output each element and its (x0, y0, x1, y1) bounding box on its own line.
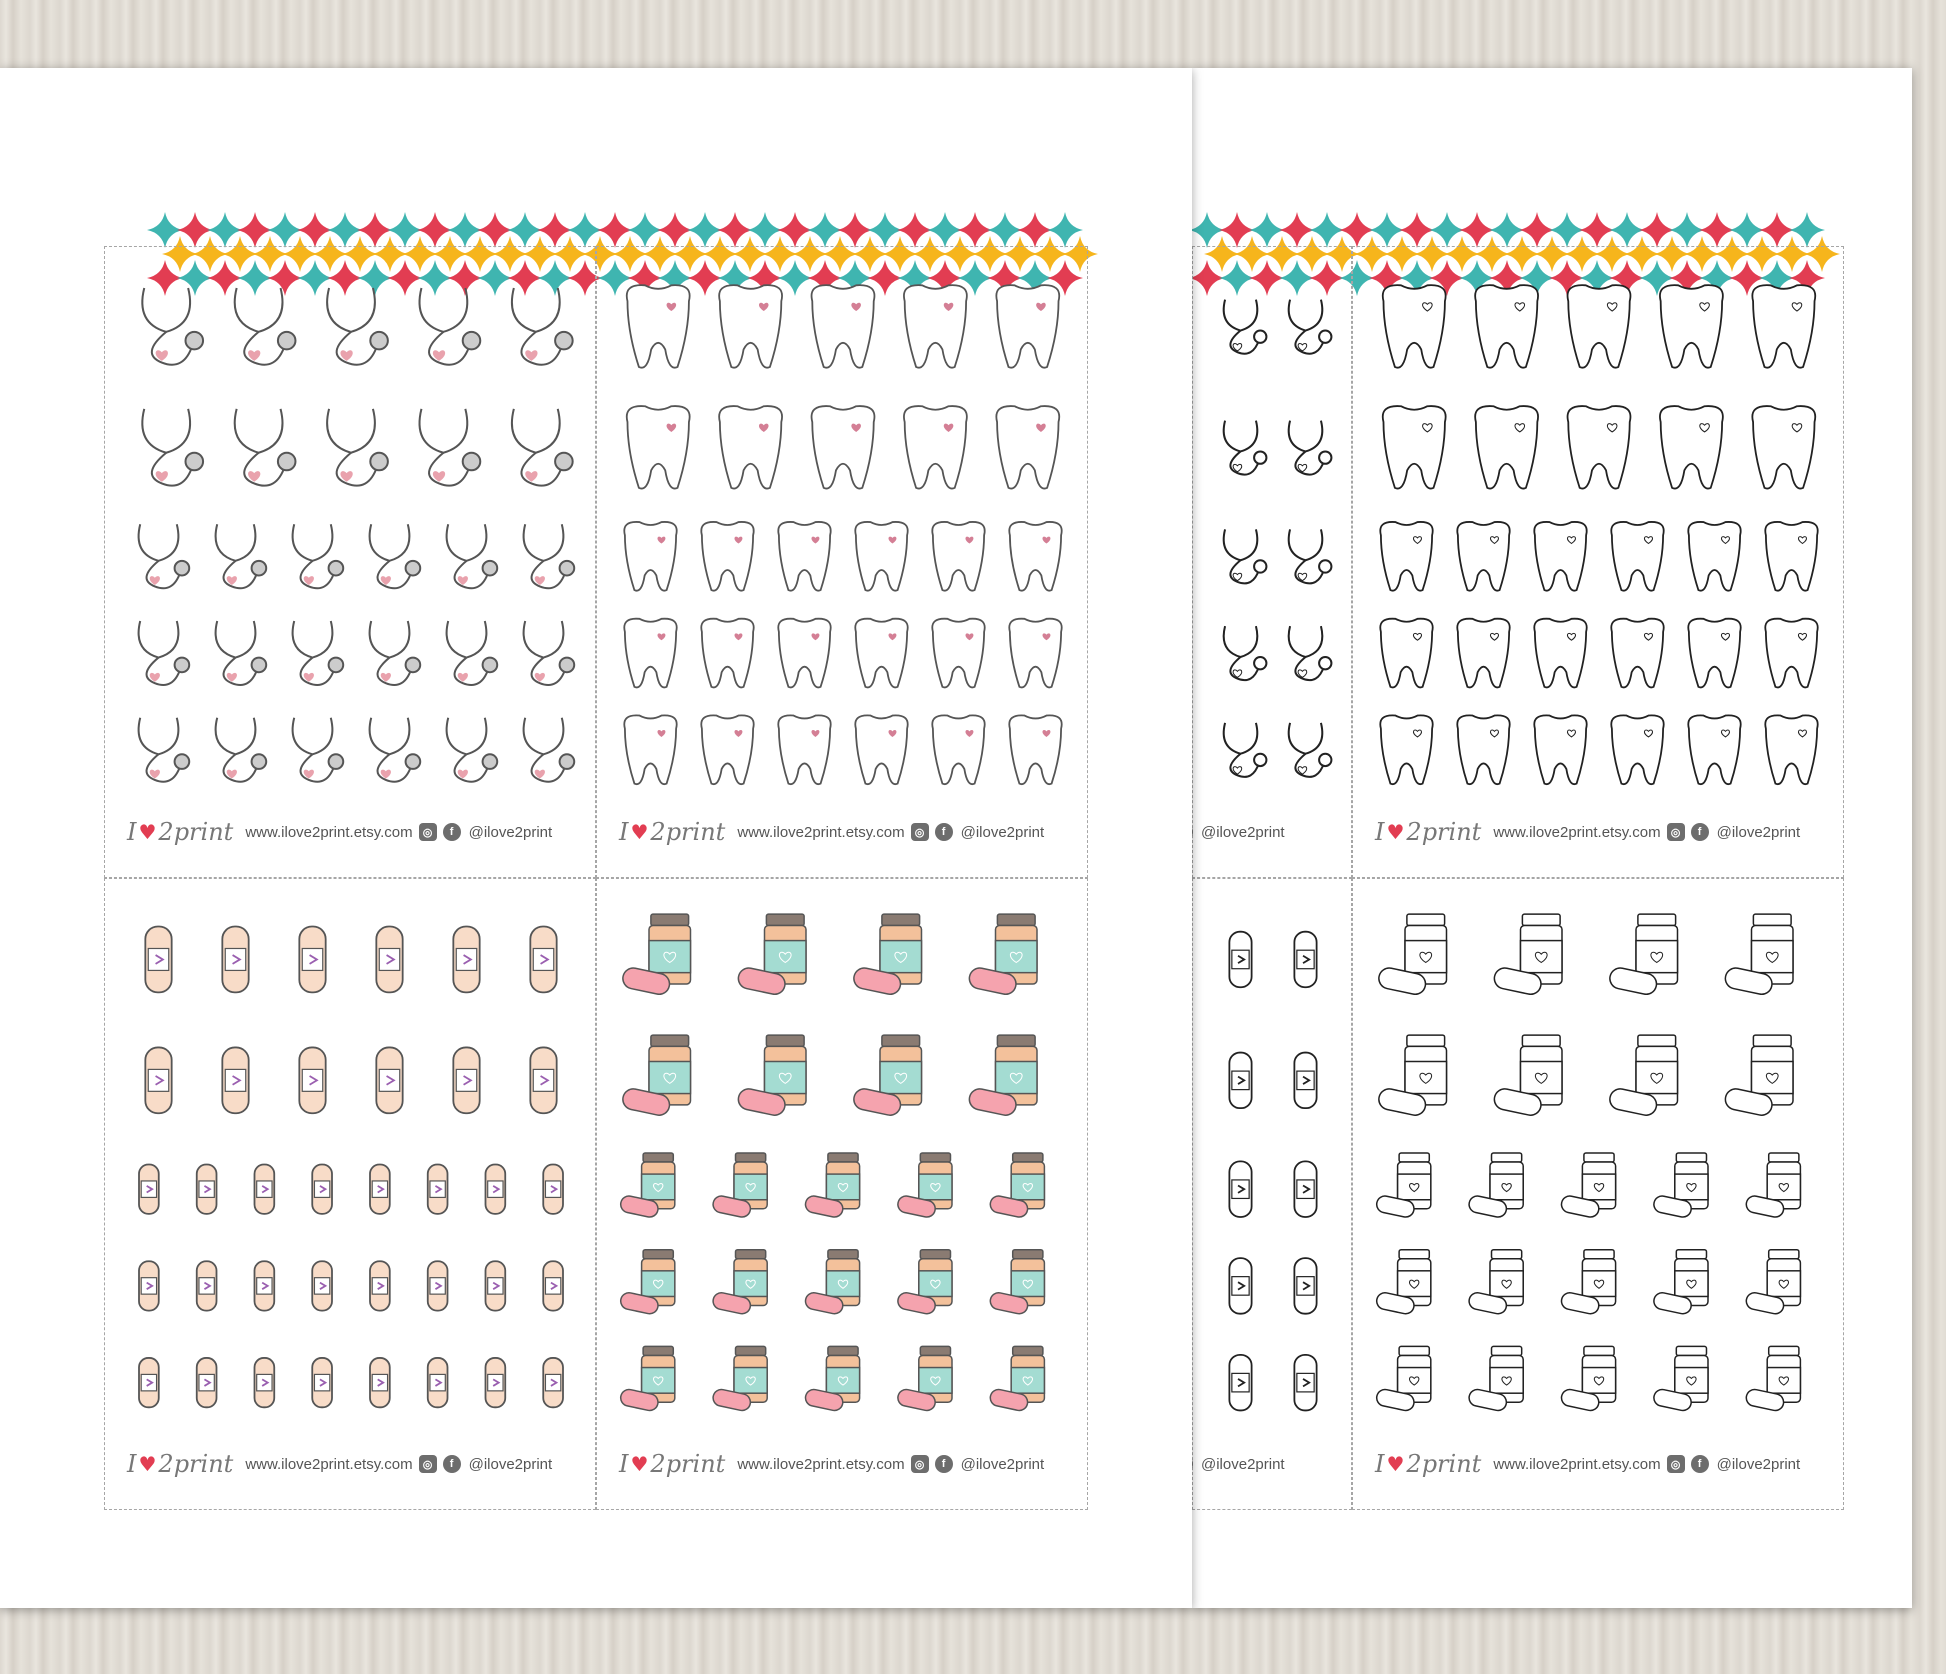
tooth-icon (1009, 619, 1061, 688)
tooth-icon (1380, 715, 1432, 784)
sticker-sheet-color (0, 68, 1192, 1608)
sticker-panel-stethoscope-bw (1192, 246, 1352, 878)
tooth-icon (1457, 619, 1509, 688)
stethoscope-icon (139, 621, 190, 685)
pill-bottle-icon (1375, 1250, 1431, 1316)
stethoscope-icon (1224, 300, 1267, 354)
pill-bottle-icon (1377, 1035, 1447, 1117)
pill-bottle-icon (1560, 1153, 1616, 1219)
stethoscope-icon (235, 288, 296, 365)
pill-bottle-icon (1652, 1250, 1708, 1316)
stethoscope-icon (447, 718, 498, 782)
bandage-icon (1229, 1355, 1251, 1411)
stethoscope-icon (524, 524, 575, 588)
pill-bottle-icon (712, 1153, 768, 1219)
pill-bottle-icon (1375, 1153, 1431, 1219)
bandage-icon (485, 1358, 505, 1407)
pill-bottle-icon (1745, 1346, 1801, 1412)
instagram-icon: ◎ (419, 1455, 437, 1473)
brand-website: www.ilove2print.etsy.com (245, 1455, 413, 1473)
stethoscope-icon (1224, 421, 1267, 475)
brand-logo: I ♥ 2print (619, 818, 726, 846)
brand-handle: @ilove2print (468, 823, 553, 841)
tooth-icon (1688, 522, 1740, 591)
bandage-icon (197, 1164, 217, 1213)
heart-logo-icon: ♥ (630, 1452, 649, 1476)
facebook-icon: f (935, 823, 953, 841)
diamond-shape (1047, 212, 1083, 248)
pill-bottle-icon (619, 1153, 675, 1219)
pill-bottle-icon (1560, 1346, 1616, 1412)
pill-bottle-icon (1608, 914, 1678, 996)
stethoscope-icon (524, 718, 575, 782)
diamond-shape (1789, 212, 1825, 248)
brand-handle: @ilove2print (1201, 1455, 1285, 1473)
bandage-icon (370, 1164, 390, 1213)
tooth-icon-grid (597, 247, 1089, 879)
bandage-icon (139, 1261, 159, 1310)
bandage-icon (312, 1164, 332, 1213)
bandage-icon (370, 1261, 390, 1310)
tooth-icon (904, 406, 967, 489)
facebook-icon: f (443, 1455, 461, 1473)
tooth-icon (719, 406, 782, 489)
bandage-icon (370, 1358, 390, 1407)
bandage-icon (453, 1047, 479, 1113)
pill-bottle-icon (619, 1250, 675, 1316)
stethoscope-icon (1289, 626, 1332, 680)
pill-bottle-icon (989, 1346, 1045, 1412)
pill-bottle-icon (736, 914, 806, 996)
stethoscope-icon (327, 409, 388, 486)
bandage-icon (1294, 932, 1316, 988)
brand-website: www.ilove2print.etsy.com (245, 823, 413, 841)
pill-bottle-icon (1608, 1035, 1678, 1117)
tooth-icon (855, 522, 907, 591)
tooth-icon (1688, 715, 1740, 784)
pill-bottle-icon (1745, 1153, 1801, 1219)
tooth-icon (1534, 619, 1586, 688)
pill-bottle-icon (712, 1250, 768, 1316)
tooth-icon (778, 619, 830, 688)
tooth-icon-grid (1353, 247, 1845, 879)
tooth-icon (855, 619, 907, 688)
tooth-icon (996, 406, 1059, 489)
bandage-icon (543, 1358, 563, 1407)
pill-bottle-icon (1377, 914, 1447, 996)
stethoscope-icon (1224, 529, 1267, 583)
bandage-icon (197, 1261, 217, 1310)
brand-logo: I ♥ 2print (1375, 1450, 1482, 1478)
tooth-icon (996, 285, 1059, 368)
bandage-icon (1294, 1258, 1316, 1314)
pill-bottle-icon (967, 1035, 1037, 1117)
stethoscope-icon (293, 524, 344, 588)
bandage-icon (312, 1358, 332, 1407)
tooth-icon (1660, 285, 1723, 368)
tooth-icon (778, 522, 830, 591)
pill-bottle-icon (852, 1035, 922, 1117)
tooth-icon (701, 522, 753, 591)
instagram-icon: ◎ (911, 823, 929, 841)
instagram-icon: ◎ (1667, 823, 1685, 841)
brand-logo: I ♥ 2print (1375, 818, 1482, 846)
bandage-icon (1229, 1053, 1251, 1109)
tooth-icon (1688, 619, 1740, 688)
stethoscope-icon (524, 621, 575, 685)
bandage-icon (222, 927, 248, 993)
instagram-icon: ◎ (911, 1455, 929, 1473)
brand-footer (127, 1449, 552, 1479)
bandage-icon (139, 1358, 159, 1407)
bandage-icon (254, 1261, 274, 1310)
tooth-icon (812, 406, 875, 489)
stethoscope-icon (370, 718, 421, 782)
pill-bottle-icon (621, 914, 691, 996)
pill-bottle-icon (736, 1035, 806, 1117)
tooth-icon (1765, 522, 1817, 591)
stethoscope-icon (216, 524, 267, 588)
tooth-icon (812, 285, 875, 368)
tooth-icon (1475, 406, 1538, 489)
sticker-sheet-black-and-white (1192, 68, 1912, 1608)
pill-bottle-icon (1723, 1035, 1793, 1117)
bandage-icon (376, 1047, 402, 1113)
tooth-icon (1660, 406, 1723, 489)
pill-bottle-icon (896, 1250, 952, 1316)
pill-bottle-icon (1745, 1250, 1801, 1316)
brand-footer (619, 817, 1044, 847)
instagram-icon: ◎ (1667, 1455, 1685, 1473)
bandage-icon (543, 1164, 563, 1213)
stethoscope-icon (420, 288, 481, 365)
bandage-icon (485, 1164, 505, 1213)
stethoscope-icon (293, 621, 344, 685)
sticker-panel-bandage (104, 878, 596, 1510)
bandage-icon (543, 1261, 563, 1310)
tooth-icon (1752, 406, 1815, 489)
tooth-icon (627, 285, 690, 368)
stethoscope-icon (420, 409, 481, 486)
pill-bottle-icon (896, 1346, 952, 1412)
pill-bottle-icon (1652, 1153, 1708, 1219)
heart-logo-icon: ♥ (138, 1452, 157, 1476)
brand-footer (127, 817, 552, 847)
brand-website: www.ilove2print.etsy.com (1493, 1455, 1661, 1473)
sticker-panel-stethoscope (104, 246, 596, 878)
tooth-icon (1009, 522, 1061, 591)
bandage-icon-grid (1193, 879, 1353, 1511)
tooth-icon (1568, 285, 1631, 368)
stethoscope-icon (216, 718, 267, 782)
tooth-icon (701, 619, 753, 688)
tooth-icon (1534, 522, 1586, 591)
heart-logo-icon: ♥ (138, 820, 157, 844)
tooth-icon (1765, 715, 1817, 784)
pill-bottle-icon-grid (1353, 879, 1845, 1511)
sticker-panel-pill-bottle (596, 878, 1088, 1510)
stethoscope-icon (512, 288, 573, 365)
bandage-icon (530, 1047, 556, 1113)
facebook-icon: f (935, 1455, 953, 1473)
pill-bottle-icon (1652, 1346, 1708, 1412)
bandage-icon (197, 1358, 217, 1407)
stethoscope-icon (1289, 529, 1332, 583)
tooth-icon (1380, 522, 1432, 591)
tooth-icon (1611, 619, 1663, 688)
stethoscope-icon (512, 409, 573, 486)
sticker-panel-tooth-bw (1352, 246, 1844, 878)
tooth-icon (1457, 522, 1509, 591)
tooth-icon (1383, 285, 1446, 368)
brand-handle: @ilove2print (468, 1455, 553, 1473)
stethoscope-icon (1289, 421, 1332, 475)
sticker-panel-bandage-bw (1192, 878, 1352, 1510)
brand-handle: @ilove2print (960, 823, 1045, 841)
bandage-icon (312, 1261, 332, 1310)
stethoscope-icon (216, 621, 267, 685)
tooth-icon (701, 715, 753, 784)
stethoscope-icon-grid (1193, 247, 1353, 879)
bandage-icon (145, 927, 171, 993)
pill-bottle-icon (619, 1346, 675, 1412)
stethoscope-icon (370, 621, 421, 685)
brand-footer (1375, 1449, 1800, 1479)
stethoscope-icon (327, 288, 388, 365)
stethoscope-icon (139, 718, 190, 782)
bandage-icon (1229, 1258, 1251, 1314)
stethoscope-icon (1224, 626, 1267, 680)
sticker-panel-tooth (596, 246, 1088, 878)
tooth-icon (1009, 715, 1061, 784)
brand-footer (619, 1449, 1044, 1479)
pill-bottle-icon (1560, 1250, 1616, 1316)
bandage-icon (1294, 1053, 1316, 1109)
bandage-icon (139, 1164, 159, 1213)
tooth-icon (904, 285, 967, 368)
tooth-icon (778, 715, 830, 784)
bandage-icon (1294, 1355, 1316, 1411)
brand-handle: @ilove2print (1716, 823, 1801, 841)
pill-bottle-icon-grid (597, 879, 1089, 1511)
bandage-icon (428, 1261, 448, 1310)
instagram-icon: ◎ (419, 823, 437, 841)
tooth-icon (855, 715, 907, 784)
pill-bottle-icon (712, 1346, 768, 1412)
pill-bottle-icon (804, 1346, 860, 1412)
bandage-icon (254, 1358, 274, 1407)
tooth-icon (1380, 619, 1432, 688)
tooth-icon (1475, 285, 1538, 368)
brand-handle: @ilove2print (960, 1455, 1045, 1473)
stethoscope-icon (142, 288, 203, 365)
bandage-icon (222, 1047, 248, 1113)
stethoscope-icon-grid (105, 247, 597, 879)
pill-bottle-icon (896, 1153, 952, 1219)
pill-bottle-icon (967, 914, 1037, 996)
pill-bottle-icon (804, 1153, 860, 1219)
bandage-icon (453, 927, 479, 993)
bandage-icon (1229, 1161, 1251, 1217)
sticker-panel-pill-bottle-bw (1352, 878, 1844, 1510)
brand-handle: @ilove2print (1201, 823, 1285, 841)
tooth-icon (1611, 522, 1663, 591)
brand-website: www.ilove2print.etsy.com (737, 1455, 905, 1473)
pill-bottle-icon (1492, 1035, 1562, 1117)
tooth-icon (1568, 406, 1631, 489)
tooth-icon (932, 619, 984, 688)
tooth-icon (932, 522, 984, 591)
bandage-icon-grid (105, 879, 597, 1511)
bandage-icon (485, 1261, 505, 1310)
tooth-icon (1611, 715, 1663, 784)
brand-handle: @ilove2print (1716, 1455, 1801, 1473)
stethoscope-icon (1289, 723, 1332, 777)
heart-logo-icon: ♥ (1386, 820, 1405, 844)
pill-bottle-icon (852, 914, 922, 996)
stethoscope-icon (370, 524, 421, 588)
bandage-icon (254, 1164, 274, 1213)
pill-bottle-icon (1468, 1250, 1524, 1316)
bandage-icon (299, 927, 325, 993)
bandage-icon (1229, 932, 1251, 988)
tooth-icon (1765, 619, 1817, 688)
brand-website: www.ilove2print.etsy.com (737, 823, 905, 841)
bandage-icon (428, 1358, 448, 1407)
stethoscope-icon (139, 524, 190, 588)
bandage-icon (428, 1164, 448, 1213)
stethoscope-icon (142, 409, 203, 486)
tooth-icon (1383, 406, 1446, 489)
brand-website: www.ilove2print.etsy.com (1493, 823, 1661, 841)
tooth-icon (627, 406, 690, 489)
stethoscope-icon (235, 409, 296, 486)
bandage-icon (1294, 1161, 1316, 1217)
tooth-icon (719, 285, 782, 368)
pill-bottle-icon (1468, 1346, 1524, 1412)
tooth-icon (624, 522, 676, 591)
stethoscope-icon (1224, 723, 1267, 777)
stethoscope-icon (293, 718, 344, 782)
brand-logo: I ♥ 2print (619, 1450, 726, 1478)
pill-bottle-icon (989, 1153, 1045, 1219)
tooth-icon (1534, 715, 1586, 784)
pill-bottle-icon (1375, 1346, 1431, 1412)
bandage-icon (299, 1047, 325, 1113)
brand-logo: I ♥ 2print (127, 818, 234, 846)
tooth-icon (624, 715, 676, 784)
pill-bottle-icon (621, 1035, 691, 1117)
pill-bottle-icon (1468, 1153, 1524, 1219)
tooth-icon (1457, 715, 1509, 784)
heart-logo-icon: ♥ (630, 820, 649, 844)
facebook-icon: f (1691, 1455, 1709, 1473)
brand-footer (1375, 817, 1800, 847)
tooth-icon (624, 619, 676, 688)
facebook-icon: f (443, 823, 461, 841)
pill-bottle-icon (1492, 914, 1562, 996)
brand-logo: I ♥ 2print (127, 1450, 234, 1478)
heart-logo-icon: ♥ (1386, 1452, 1405, 1476)
bandage-icon (376, 927, 402, 993)
facebook-icon: f (1691, 823, 1709, 841)
tooth-icon (1752, 285, 1815, 368)
stethoscope-icon (1289, 300, 1332, 354)
tooth-icon (932, 715, 984, 784)
pill-bottle-icon (1723, 914, 1793, 996)
bandage-icon (530, 927, 556, 993)
bandage-icon (145, 1047, 171, 1113)
stethoscope-icon (447, 621, 498, 685)
stethoscope-icon (447, 524, 498, 588)
pill-bottle-icon (804, 1250, 860, 1316)
pill-bottle-icon (989, 1250, 1045, 1316)
